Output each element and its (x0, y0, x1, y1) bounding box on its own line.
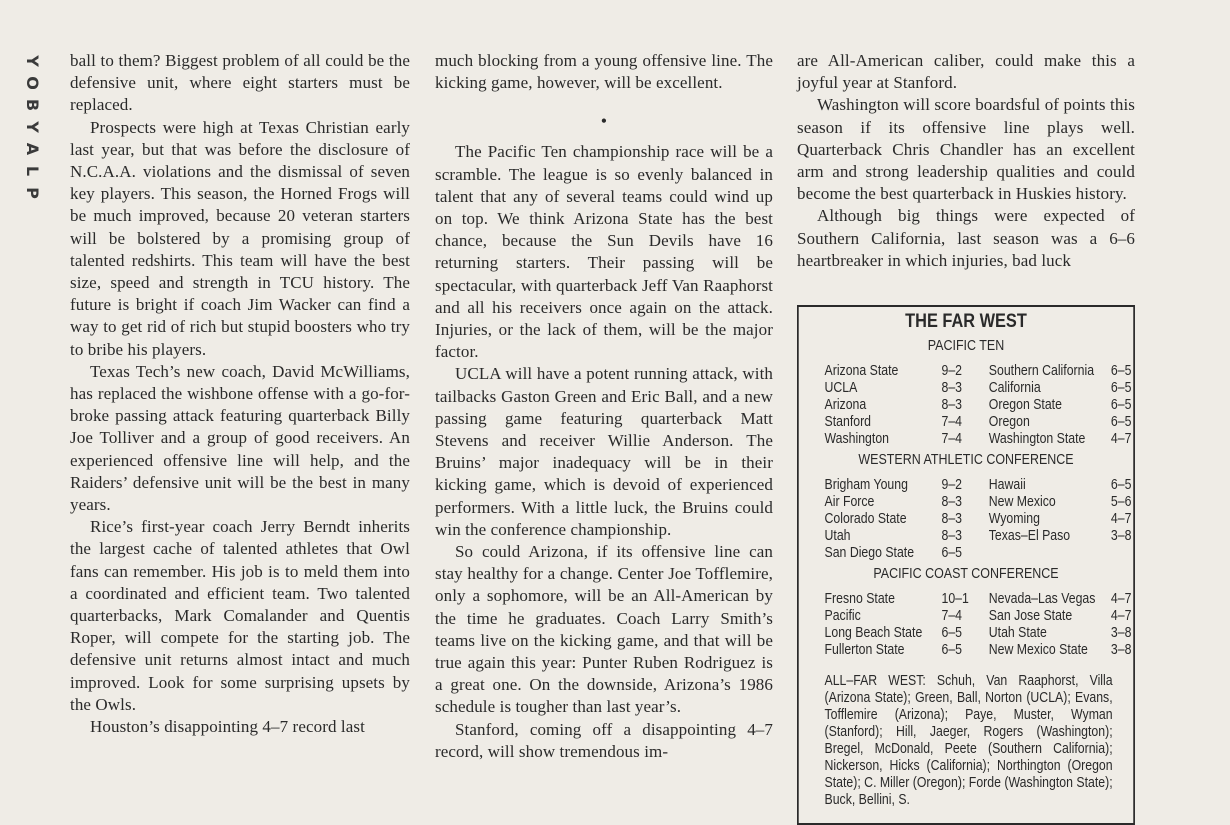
team-name: Wyoming (988, 511, 1040, 527)
team-record: 4–7 (1110, 431, 1132, 447)
playboy-sidebar-logo (20, 50, 44, 204)
team-record: 3–8 (1110, 642, 1132, 658)
team-record: 5–6 (1110, 494, 1132, 510)
team-record: 6–5 (1110, 477, 1132, 493)
team-name: Brigham Young (824, 477, 908, 493)
standings-table (799, 591, 1134, 659)
all-far-west-team: ALL–FAR WEST: Schuh, Van Raaphorst, Villa (Arizona State); Green, Ball, Norton (UCLA); Evans, Tofflemire (Arizona); Paye, Muster, Wyman (Stanford); Hill, Jaeger, Rogers (Washington); Bregel, McDonald, Peete (Southern California); Nickerson, Hicks (California); Northington (Oregon State); C. Miller (Oregon); Forde (Washington State); Buck, Bellini, S. (824, 673, 1113, 808)
sidebar-letter: A (22, 142, 42, 156)
team-name: California (988, 380, 1041, 396)
sidebar-letter: O (22, 76, 42, 90)
team-name: Washington (824, 431, 889, 447)
team-name: Washington State (988, 431, 1086, 447)
team-record: 8–3 (941, 528, 962, 544)
team-name: New Mexico (988, 494, 1056, 510)
sidebar-letter: L (22, 165, 42, 177)
team-record: 9–2 (941, 477, 962, 493)
team-record: 9–2 (941, 363, 962, 379)
team-record: 4–7 (1110, 608, 1132, 624)
team-record: 6–5 (1110, 414, 1132, 430)
team-record: 6–5 (1110, 363, 1132, 379)
team-name: Arizona State (824, 363, 899, 379)
team-name: San Diego State (824, 545, 915, 561)
team-name: Arizona (824, 397, 867, 413)
team-name: Texas–El Paso (988, 528, 1071, 544)
team-record: 6–5 (941, 642, 962, 658)
team-name: Colorado State (824, 511, 907, 527)
team-record: 8–3 (941, 397, 962, 413)
team-name: San Jose State (988, 608, 1073, 624)
article-column-3 (797, 50, 1135, 272)
team-record: 8–3 (941, 494, 962, 510)
team-record: 7–4 (941, 431, 962, 447)
standings-table (799, 363, 1134, 448)
paragraph: So could Arizona, if its offensive line can stay healthy for a change. Center Joe Tofflemire, only a sophomore, will be an All-American by the time he graduates. Coach Larry Smith’s teams live on the kicking game, and that will be true again this year: Punter Ruben Rodriguez is a great one. On the downside, Arizona’s 1986 schedule is tougher than last year’s. (435, 542, 773, 717)
team-record: 8–3 (941, 380, 962, 396)
paragraph: ball to them? Biggest problem of all could be the defensive unit, where eight starters must be replaced. (70, 51, 410, 115)
sidebar-letter: Y (23, 121, 42, 133)
far-west-standings-box (797, 305, 1135, 825)
paragraph: Stanford, coming off a disappointing 4–7 record, will show tremendous im- (435, 719, 773, 761)
team-name: Southern California (988, 363, 1095, 379)
team-name: Air Force (824, 494, 875, 510)
team-record: 7–4 (941, 414, 962, 430)
paragraph: are All-American caliber, could make this a joyful year at Stanford. (797, 51, 1135, 93)
paragraph: Houston’s disappointing 4–7 record last (90, 717, 365, 737)
team-name: Fresno State (824, 591, 895, 607)
paragraph: Rice’s first-year coach Jerry Berndt inherits the largest cache of talented athletes that Owl fans can remember. His job is to meld them into a coordinated and efficient team. Two talented quarterbacks, Mark Comalander and Quentis Roper, will compete for the starting job. The defensive unit returns almost intact and much improved. Look for some surprising upsets by the Owls. (70, 517, 410, 714)
paragraph: UCLA will have a potent running attack, with tailbacks Gaston Green and Eric Ball, and a new passing game featuring quarterback Matt Stevens and receiver Willie Anderson. The Bruins’ major inadequacy will be in their kicking game, which is devoid of experienced performers. With a little luck, the Bruins could win the conference championship. (435, 364, 773, 539)
team-name: Pacific (824, 608, 861, 624)
sidebar-letter: Y (23, 55, 42, 67)
paragraph: much blocking from a young offensive line. The kicking game, however, will be excellent. (435, 51, 773, 93)
sidebar-letter: P (22, 187, 42, 199)
team-record: 7–4 (941, 608, 962, 624)
paragraph: Although big things were expected of Southern California, last season was a 6–6 heartbreaker in which injuries, bad luck (797, 206, 1135, 270)
team-record: 3–8 (1110, 625, 1132, 641)
team-record (1111, 545, 1137, 562)
team-name: Nevada–Las Vegas (988, 591, 1096, 607)
team-name: Hawaii (988, 477, 1026, 493)
team-record: 6–5 (941, 625, 962, 641)
team-name: Utah (824, 528, 851, 544)
team-record: 8–3 (941, 511, 962, 527)
section-bullet: • (600, 111, 608, 132)
team-name: Stanford (824, 414, 872, 430)
team-name: Fullerton State (824, 642, 905, 658)
article-column-1 (70, 50, 410, 738)
team-record: 4–7 (1110, 591, 1132, 607)
paragraph: The Pacific Ten championship race will be a scramble. The league is so evenly balanced in talent that any of several teams could wind up on top. We think Arizona State has the best chance, because the Sun Devils have 16 returning starters. Their passing will be spectacular, with quarterback Jeff Van Raaphorst and all his receivers once again on the attack. Injuries, or the lack of them, will be the major factor. (435, 142, 773, 362)
team-name: Oregon State (988, 397, 1062, 413)
box-title: THE FAR WEST (905, 311, 1027, 332)
conference-name: WESTERN ATHLETIC CONFERENCE (858, 452, 1074, 468)
team-record: 6–5 (1110, 380, 1132, 396)
team-name: New Mexico State (988, 642, 1088, 658)
team-name: Utah State (988, 625, 1047, 641)
paragraph: Prospects were high at Texas Christian early last year, but that was before the disclosure of N.C.A.A. violations and the dismissal of seven key players. This season, the Horned Frogs will be much improved, because 20 veteran starters will be bolstered by a promising group of talented redshirts. This team will have the best size, speed and strength in TCU history. The future is bright if coach Jim Wacker can find a way to get rid of rich but stupid boosters who try to bribe his players. (70, 117, 410, 359)
conference-name: PACIFIC COAST CONFERENCE (873, 566, 1059, 582)
team-name (989, 545, 1111, 562)
team-record: 6–5 (941, 545, 962, 561)
paragraph: Texas Tech’s new coach, David McWilliams, has replaced the wishbone offense with a go-for-broke passing attack featuring quarterback Billy Joe Tolliver and a group of good receivers. An experienced offensive line will help, and the Raiders’ defensive unit will be the best in many years. (70, 361, 410, 515)
standings-table (799, 477, 1134, 562)
team-record: 3–8 (1110, 528, 1132, 544)
conference-name: PACIFIC TEN (927, 338, 1005, 354)
team-name: UCLA (824, 380, 858, 396)
team-record: 4–7 (1110, 511, 1132, 527)
paragraph: Washington will score boardsful of points this season if its offensive line plays well. Quarterback Chris Chandler has an excellent arm and strong leadership qualities and could become the best quarterback in Huskies history. (797, 95, 1135, 204)
team-record: 6–5 (1110, 397, 1132, 413)
sidebar-letter: B (22, 98, 42, 112)
team-name: Long Beach State (824, 625, 923, 641)
article-column-2 (435, 50, 773, 763)
team-name: Oregon (988, 414, 1030, 430)
team-record: 10–1 (941, 591, 969, 607)
